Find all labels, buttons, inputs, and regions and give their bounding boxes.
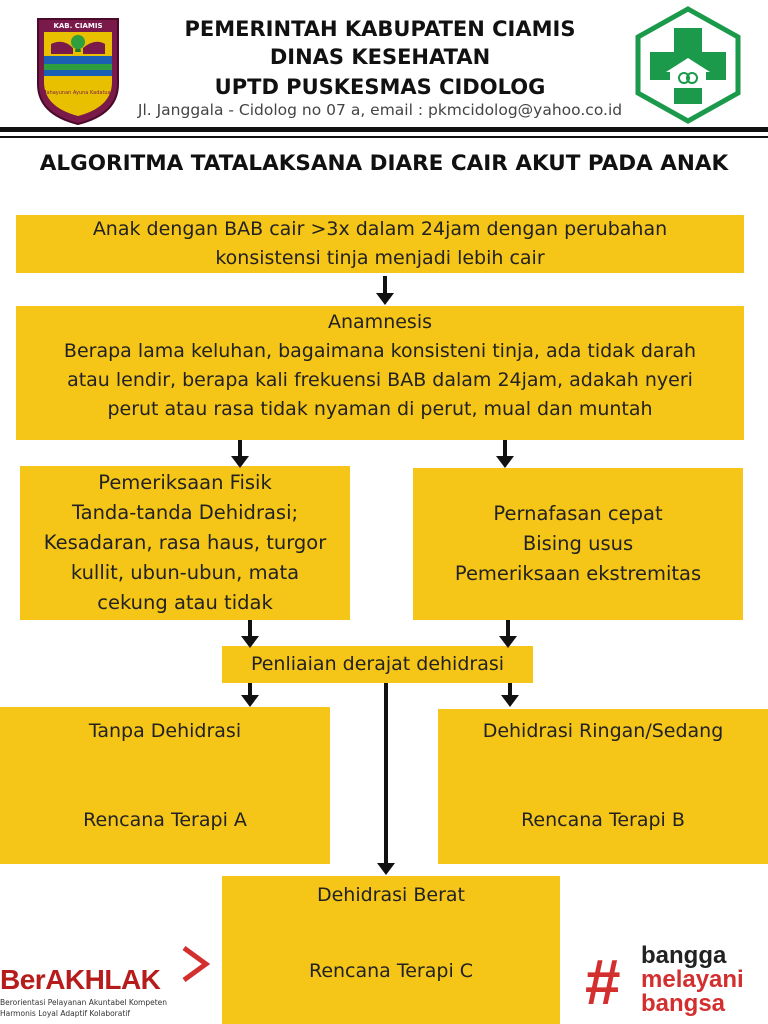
no-dehydration-title: Tanpa Dehidrasi: [88, 720, 242, 742]
ciamis-emblem-logo: [33, 14, 123, 126]
dehydration-assessment-box: [222, 646, 533, 683]
physical-exam-line2: Kesadaran, rasa haus, turgor: [43, 531, 327, 554]
dehydration-assessment-text: Penliaian derajat dehidrasi: [250, 653, 505, 675]
physical-exam-line3: kullit, ubun-ubun, mata: [70, 561, 300, 584]
mild-moderate-title: Dehidrasi Ringan/Sedang: [482, 720, 724, 742]
no-dehydration-box: [0, 707, 330, 864]
respiration-line1: Pernafasan cepat: [493, 502, 663, 525]
header-puskesmas: UPTD PUSKESMAS CIDOLOG: [214, 75, 546, 99]
severe-therapy: Rencana Terapi C: [308, 960, 474, 982]
header-department: DINAS KESEHATAN: [269, 45, 491, 69]
header-rule-thick: [0, 127, 768, 132]
severe-dehydration-box: [222, 876, 560, 1024]
anamnesis-box: [16, 306, 744, 440]
anamnesis-line2: atau lendir, berapa kali frekuensi BAB dalam 24jam, adakah nyeri: [67, 369, 693, 391]
respiration-line3: Pemeriksaan ekstremitas: [454, 562, 702, 585]
berakhlak-tagline-2: Harmonis Loyal Adaptif Kolaboratif: [0, 1009, 131, 1018]
mild-moderate-therapy: Rencana Terapi B: [521, 809, 685, 831]
start-text-line2: konsistensi tinja menjadi lebih cair: [215, 247, 545, 269]
emblem-motto-text: Mahayunan Ayuna Kadatuan: [42, 90, 114, 96]
physical-exam-title: Pemeriksaan Fisik: [98, 471, 272, 494]
berakhlak-wordmark: BerAKHLAK: [0, 964, 161, 995]
melayani-text: melayani: [641, 966, 744, 993]
physical-exam-line1: Tanda-tanda Dehidrasi;: [71, 501, 299, 524]
berakhlak-chevron-icon: [178, 946, 210, 982]
physical-exam-line4: cekung atau tidak: [97, 591, 273, 614]
anamnesis-line1: Berapa lama keluhan, bagaimana konsisteni tinja, ada tidak darah: [63, 340, 697, 362]
anamnesis-title: Anamnesis: [328, 311, 432, 333]
anamnesis-line3: perut atau rasa tidak nyaman di perut, mual dan muntah: [107, 398, 653, 420]
berakhlak-logo: [0, 944, 210, 1024]
physical-exam-box: [20, 466, 350, 620]
respiration-exam-box: [413, 468, 743, 620]
bangga-text: bangga: [641, 942, 727, 969]
emblem-top-text: KAB. CIAMIS: [53, 22, 103, 30]
bangsa-text: bangsa: [641, 990, 726, 1017]
start-box: [16, 215, 744, 273]
header-address: Jl. Janggala - Cidolog no 07 a, email : pkmcidolog@yahoo.co.id: [137, 101, 623, 119]
hashtag-icon: #: [585, 946, 621, 1018]
page-title: ALGORITMA TATALAKSANA DIARE CAIR AKUT PADA ANAK: [39, 151, 729, 176]
mild-moderate-dehydration-box: [438, 709, 768, 864]
puskesmas-logo: [634, 6, 742, 124]
respiration-line2: Bising usus: [522, 532, 634, 555]
header-government: PEMERINTAH KABUPATEN CIAMIS: [184, 17, 576, 41]
berakhlak-tagline-1: Berorientasi Pelayanan Akuntabel Kompeten: [0, 998, 168, 1007]
bangga-melayani-bangsa-logo: [585, 944, 768, 1024]
start-text-line1: Anak dengan BAB cair >3x dalam 24jam dengan perubahan: [92, 218, 668, 240]
no-dehydration-therapy: Rencana Terapi A: [83, 809, 247, 831]
header-rule-thin: [0, 136, 768, 138]
severe-title: Dehidrasi Berat: [316, 884, 465, 906]
